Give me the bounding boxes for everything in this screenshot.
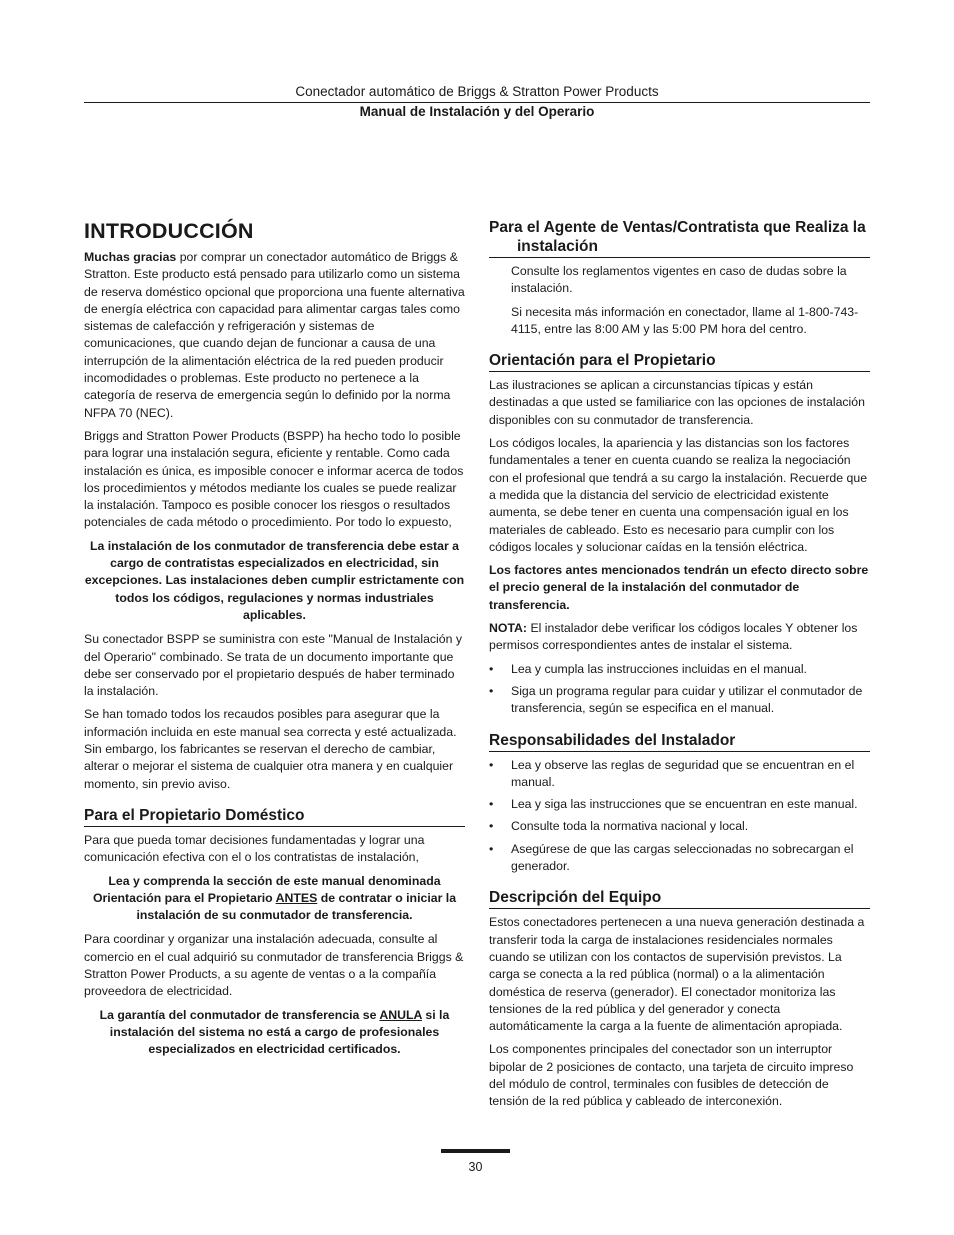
orientation-paragraph-1: Las ilustraciones se aplican a circunstancias típicas y están destinadas a que usted se familiarice con las opciones de instalación disponibles con su conmutador de transferencia.: [489, 378, 865, 427]
list-item-text: Siga un programa regular para cuidar y utilizar el conmutador de transferencia, según se especifica en el manual.: [511, 683, 863, 716]
warranty-emphasis: ANULA: [379, 1007, 422, 1022]
manual-paragraph: Su conectador BSPP se suministra con este "Manual de Instalación y del Operario" combinado. Se trata de un documento importante que debe ser conservado por el propietario después de haber terminado la instalación.: [84, 632, 463, 699]
note-label: NOTA:: [489, 621, 528, 636]
footer-bar: [441, 1149, 510, 1153]
orientation-list: [489, 661, 870, 718]
equipment-heading: Descripción del Equipo: [489, 888, 870, 909]
list-item: [489, 757, 870, 792]
list-item-text: Lea y observe las reglas de seguridad que se encuentran en el manual.: [511, 757, 855, 789]
note-paragraph: [489, 620, 870, 655]
equipment-paragraph-1: Estos conectadores pertenecen a una nueva generación destinada a transferir toda la carga de instalaciones residenciales normales cuando se utilizan con los contactos de supervisión previstos. La carga se conecta a la red pública (normal) o a la alimentación doméstica de reserva (generador). El conectador monitoriza las tensiones de la red pública y del generador y conecta automáticamente la carga a la fuente de alimentación apropiada.: [489, 915, 865, 1034]
agent-section: [489, 218, 870, 338]
orientation-heading: Orientación para el Propietario: [489, 351, 870, 372]
list-item: [489, 818, 870, 835]
bullet-icon: •: [489, 819, 494, 834]
agent-paragraph-1: Consulte los reglamentos vigentes en caso de dudas sobre la instalación.: [511, 264, 847, 296]
owner-heading: Para el Propietario Doméstico: [84, 806, 465, 827]
header-manual-title: Manual de Instalación y del Operario: [359, 104, 595, 119]
equipment-section: [489, 888, 870, 1110]
list-item: [489, 796, 870, 813]
installation-warning: La instalación de los conmutador de transferencia debe estar a cargo de contratistas especializados en electricidad, sin excepciones. Las instalaciones deben cumplir estrictamente con todos los códigos, regulaciones y normas industriales aplicables.: [84, 538, 465, 622]
left-column: [84, 218, 465, 1065]
header-rule: [84, 102, 870, 103]
list-item-text: Lea y cumpla las instrucciones incluidas en el manual.: [511, 661, 807, 676]
warranty-text-a: La garantía del conmutador de transferencia se: [99, 1007, 380, 1022]
bullet-icon: •: [489, 661, 494, 676]
bullet-icon: •: [489, 797, 494, 812]
owner-warning: [84, 873, 465, 925]
header-product-line: Conectador automático de Briggs & Stratton Power Products: [295, 84, 659, 99]
warranty-text-b: si la instalación del sistema no está a cargo de profesionales especializados en electricidad certificados.: [109, 1007, 450, 1057]
list-item-text: Asegúrese de que las cargas seleccionadas no sobrecargan el generador.: [511, 841, 854, 874]
bullet-icon: •: [489, 757, 494, 772]
list-item: [489, 841, 870, 876]
bullet-icon: •: [489, 841, 494, 856]
owner-warning-text-a: Lea y comprenda la sección de este manual denominada Orientación para el Propietario: [92, 873, 441, 905]
page-title: INTRODUCCIÓN: [84, 219, 254, 243]
disclaimer-paragraph: Se han tomado todos los recaudos posibles para asegurar que la información incluida en este manual sea correcta y esté actualizada. Sin embargo, los fabricantes se reservan el derecho de cambiar, alterar o mejorar el sistema de cualquier otra manera y en cualquier momento, sin previo aviso.: [84, 707, 457, 791]
page-number: 30: [468, 1160, 483, 1174]
intro-paragraph: [84, 249, 465, 422]
agent-heading: Para el Agente de Ventas/Contratista que Realiza la instalación: [489, 218, 870, 258]
intro-lead: Muchas gracias: [84, 250, 177, 264]
responsibilities-section: [489, 731, 870, 876]
owner-section: [84, 806, 465, 1059]
list-item-text: Consulte toda la normativa nacional y local.: [511, 819, 749, 834]
note-text: El instalador debe verificar los códigos locales Y obtener los permisos correspondientes antes de instalar el sistema.: [489, 621, 858, 653]
owner-warning-text-b: de contratar o iniciar la instalación de su conmutador de transferencia.: [136, 890, 457, 923]
equipment-paragraph-2: Los componentes principales del conectador son un interruptor bipolar de 2 posiciones de contacto, una tarjeta de circuito impreso del módulo de control, terminales con fusibles de detección de tensión de la red pública y cableado de interconexión.: [489, 1042, 854, 1109]
list-item: [489, 683, 870, 718]
intro-body: por comprar un conectador automático de Briggs & Stratton. Este producto está pensado para utilizarlo como un sistema de reserva doméstico opcional que proporciona una fuente alternativa de energía eléctrica con capacidad para alimentar cargas tales como sistemas de calefacción y refrigeración y sistemas de comunicaciones, que cuando dejan de funcionar a causa de una interrupción de la alimentación eléctrica de la red pueden producir incomodidades o problemas. Este producto no pertenece a la categoría de reserva de emergencia según lo definido por la norma NFPA 70 (NEC).: [84, 250, 465, 420]
right-column: [489, 218, 870, 1117]
orientation-cost-note: Los factores antes mencionados tendrán un efecto directo sobre el precio general de la instalación del conmutador de transferencia.: [489, 563, 869, 612]
orientation-section: [489, 351, 870, 717]
agent-paragraph-2: Si necesita más información en conectador, llame al 1-800-743-4115, entre las 8:00 AM y las 5:00 PM hora del centro.: [511, 304, 859, 336]
responsibilities-list: [489, 757, 870, 876]
list-item-text: Lea y siga las instrucciones que se encuentran en este manual.: [511, 797, 858, 812]
owner-warning-emphasis: ANTES: [275, 890, 318, 905]
bullet-icon: •: [489, 683, 494, 698]
owner-paragraph-2: Para coordinar y organizar una instalación adecuada, consulte al comercio en el cual adquirió su conmutador de transferencia Briggs & Stratton Power Products, a su agente de ventas o a la compañía proveedora de electricidad.: [84, 932, 464, 999]
responsibilities-heading: Responsabilidades del Instalador: [489, 731, 870, 752]
bspp-paragraph: Briggs and Stratton Power Products (BSPP) ha hecho todo lo posible para lograr una instalación segura, eficiente y rentable. Como cada instalación es única, es imposible conocer e informar acerca de todos los procedimientos y métodos mediante los cuales se puede realizar la instalación. Tampoco es posible conocer los riesgos o resultados potenciales de cada método o procedimiento. Por todo lo expuesto,: [84, 428, 464, 530]
owner-paragraph-1: Para que pueda tomar decisiones fundamentadas y lograr una comunicación efectiva con el o los contratistas de instalación,: [84, 832, 425, 865]
orientation-paragraph-2: Los códigos locales, la apariencia y las distancias son los factores fundamentales a tener en cuenta cuando se realiza la negociación con el profesional que tendrá a su cargo la instalación. Recuerde que a medida que la distancia del servicio de electricidad existente aumenta, se debe tener en cuenta una compensación igual en los materiales de cableado. Esto es necesario para cumplir con los códigos locales y solucionar caídas en la tensión eléctrica.: [489, 436, 868, 554]
list-item: [489, 661, 870, 678]
warranty-warning: [84, 1007, 465, 1059]
